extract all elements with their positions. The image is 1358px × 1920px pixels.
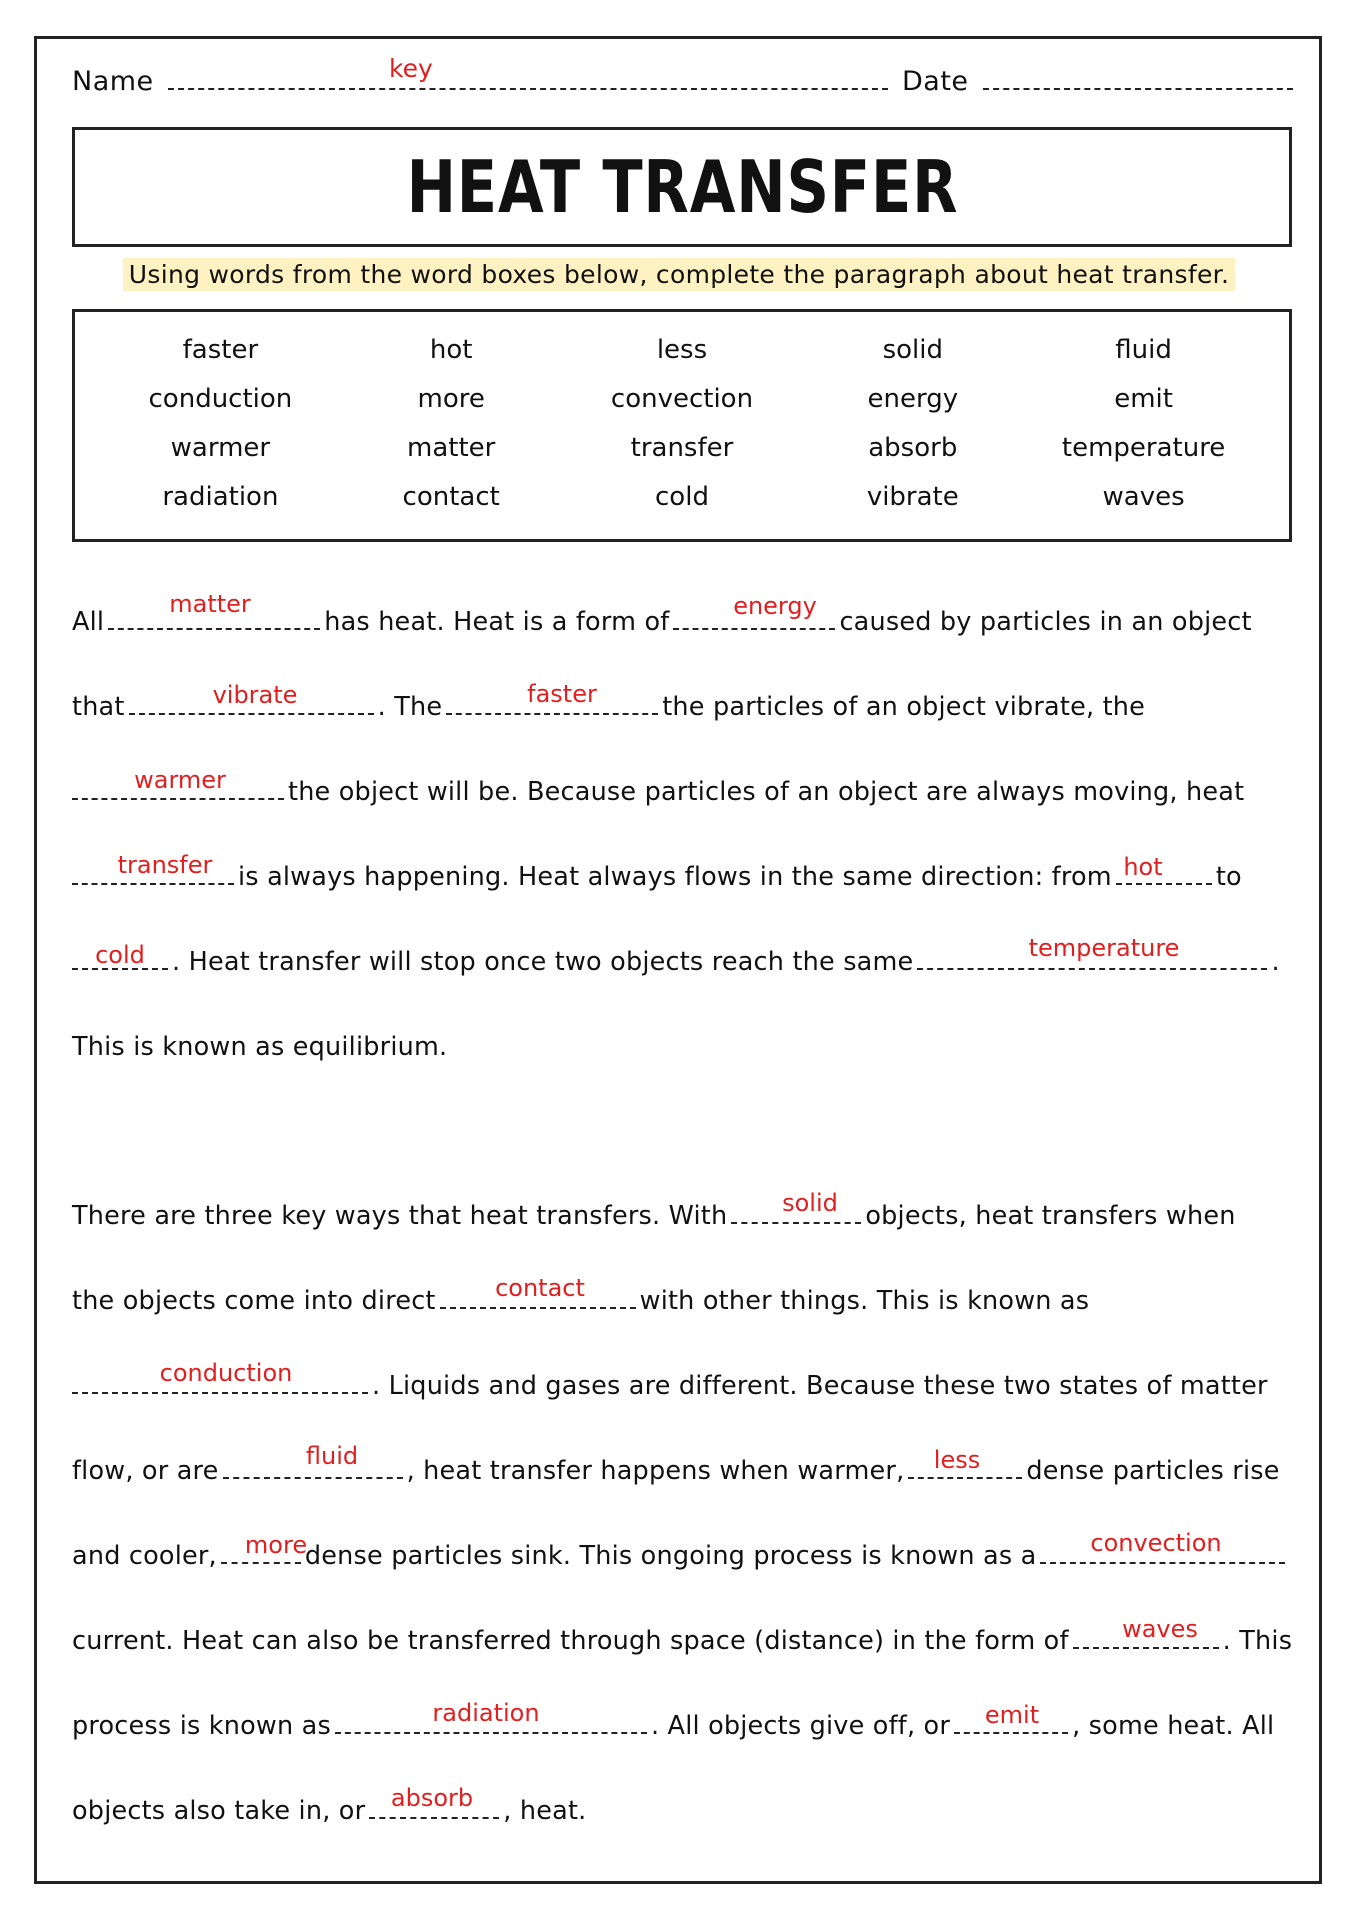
p2-line-2: the objects come into direct with other things. This is known as [72,1286,1090,1316]
p2-line-8: objects also take in, or , heat. [72,1796,587,1826]
answer-radiation: radiation [432,1699,540,1727]
date-field[interactable] [902,66,1293,97]
name-label: Name [72,66,154,97]
p2-line-7: process is known as . All objects give off, or , some heat. All [72,1711,1275,1741]
instruction: Using words from the word boxes below, complete the paragraph about heat transfer. [123,258,1235,291]
name-line[interactable] [168,66,888,90]
word-item: emit [1114,384,1173,414]
word-item: faster [182,335,259,365]
p1-line-4: is always happening. Heat always flows in the same direction: from to [72,862,1242,892]
word-item: radiation [162,482,279,512]
word-item: hot [429,335,473,365]
answer-fluid: fluid [305,1442,359,1470]
word-item: cold [655,482,709,512]
word-item: absorb [868,433,958,463]
answer-warmer: warmer [134,766,226,794]
name-answer: key [389,54,433,83]
date-label: Date [902,66,969,97]
answer-less: less [933,1446,981,1474]
word-item: contact [402,482,500,512]
word-item: warmer [170,433,271,463]
p2-line-3: . Liquids and gases are different. Because these two states of matter [72,1371,1268,1401]
word-item: temperature [1061,433,1226,463]
answer-transfer: transfer [117,851,213,879]
answer-waves: waves [1122,1615,1198,1643]
word-item: more [417,384,485,414]
answer-contact: contact [495,1274,585,1302]
answer-energy: energy [733,592,817,620]
word-bank [72,309,1292,542]
word-item: conduction [148,384,293,414]
word-item: solid [882,335,943,365]
p1-line-3: the object will be. Because particles of an object are always moving, heat [72,777,1244,807]
date-line[interactable] [983,66,1293,90]
p2-line-5: and cooler, dense particles sink. This ongoing process is known as a [72,1541,1289,1571]
answer-matter: matter [169,590,251,618]
answer-cold: cold [95,941,145,969]
p2-line-4: flow, or are , heat transfer happens when warmer, dense particles rise [72,1456,1280,1486]
answer-faster: faster [527,680,597,708]
answer-absorb: absorb [390,1784,474,1812]
word-item: energy [867,384,959,414]
word-item: vibrate [866,482,959,512]
word-item: fluid [1115,335,1172,365]
answer-emit: emit [984,1701,1040,1729]
name-field[interactable] [72,66,888,97]
p2-line-6: current. Heat can also be transferred through space (distance) in the form of . This [72,1626,1293,1656]
word-item: transfer [630,433,734,463]
title-box [72,127,1292,247]
word-item: waves [1102,482,1185,512]
page-title: HEAT TRANSFER [406,145,958,229]
answer-hot: hot [1123,853,1163,881]
answer-more: more [244,1531,308,1559]
p2-line-1: There are three key ways that heat transfers. With objects, heat transfers when [72,1201,1236,1231]
answer-vibrate: vibrate [212,681,298,709]
word-item: convection [610,384,754,414]
word-item: less [656,335,708,365]
answer-convection: convection [1090,1529,1222,1557]
p1-line-2: that . The the particles of an object vibrate, the [72,692,1146,722]
instruction-row [0,258,1358,291]
word-grid [75,332,1289,515]
p1-line-1: All has heat. Heat is a form of caused by particles in an object [72,607,1252,637]
answer-solid: solid [782,1189,838,1217]
word-item: matter [407,433,496,463]
answer-temperature: temperature [1028,934,1180,962]
p1-line-5: . Heat transfer will stop once two objects reach the same . [72,947,1280,977]
answer-conduction: conduction [159,1359,293,1387]
p1-line-6: This is known as equilibrium. [72,1032,448,1062]
